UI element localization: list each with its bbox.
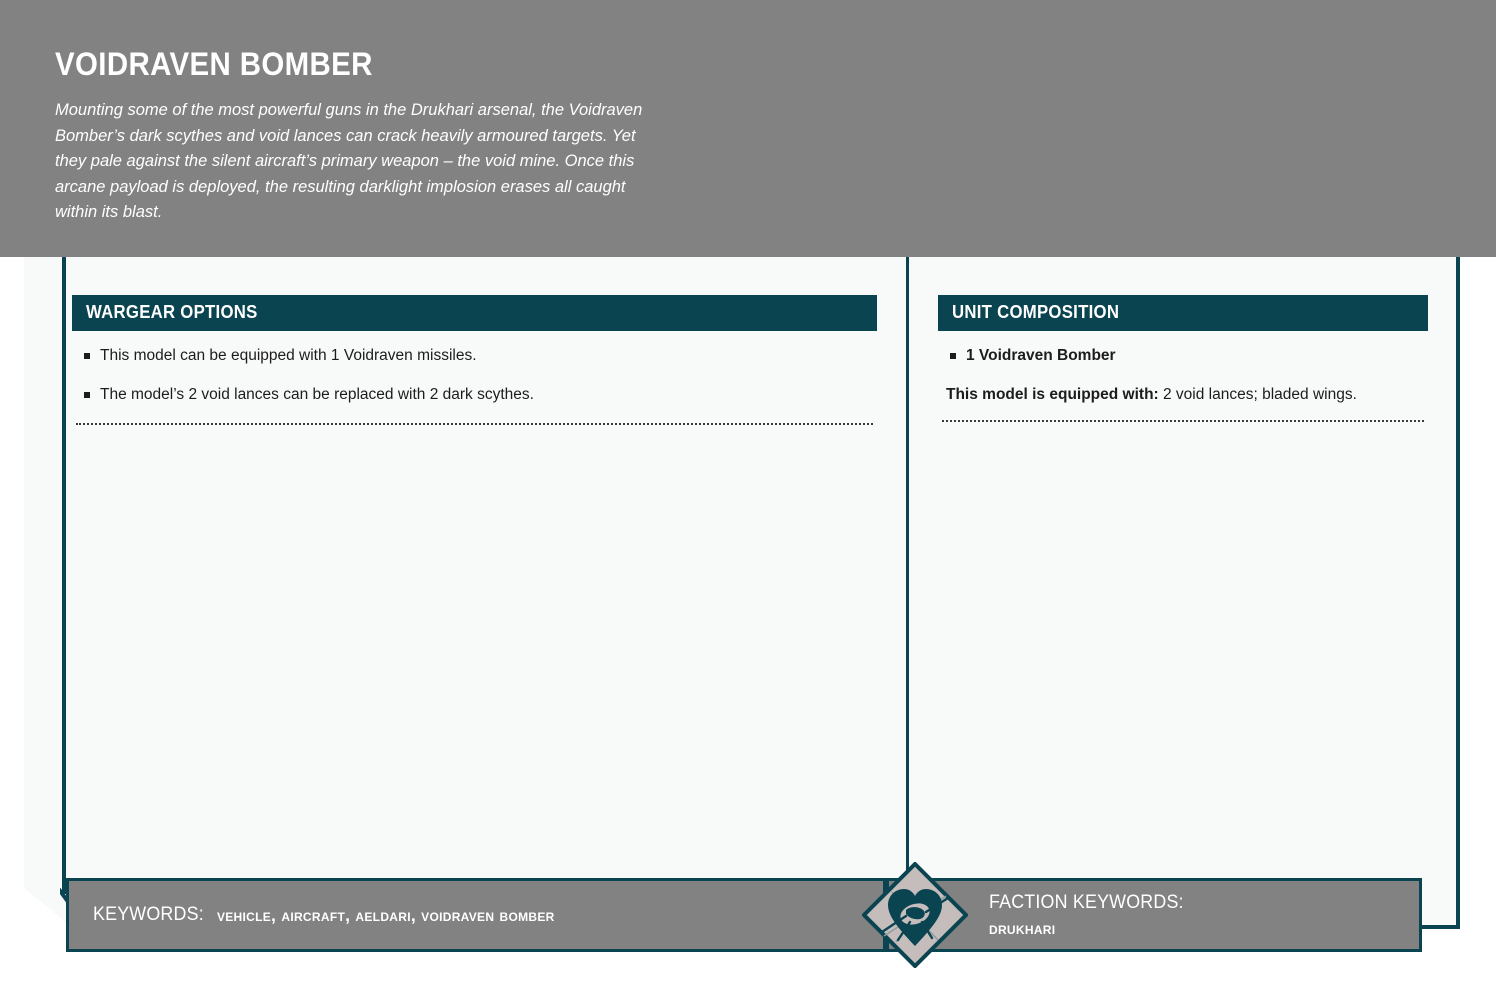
flavour-text: Mounting some of the most powerful guns in the Drukhari arsenal, the Voidraven Bomber’s dark scythes and void lances can crack heavily armoured targets. Yet they pale against the silent aircraft’s primary weapon – the void mine. Once this arcane payload is deployed, the resulting darklight implosion erases all caught within its blast. — [55, 101, 643, 221]
wargear-options-heading: WARGEAR OPTIONS — [72, 295, 877, 331]
frame-left-edge — [62, 257, 66, 894]
wargear-options-section — [72, 295, 877, 425]
square-bullet-icon — [84, 392, 90, 398]
list-item: This model can be equipped with 1 Voidraven missiles. — [76, 345, 873, 367]
square-bullet-icon — [950, 353, 956, 359]
equipped-with-label: This model is equipped with: — [946, 386, 1159, 403]
drukhari-faction-icon — [862, 862, 968, 968]
unit-composition-section — [938, 295, 1428, 422]
unit-composition-heading: UNIT COMPOSITION — [938, 295, 1428, 331]
keywords-bar — [66, 878, 886, 952]
square-bullet-icon — [84, 353, 90, 359]
frame-right-edge — [1456, 257, 1460, 929]
faction-keywords-label: FACTION KEYWORDS: — [989, 891, 1184, 913]
faction-keywords-stack — [989, 890, 1196, 941]
keywords-value: vehicle, aircraft, aeldari, voidraven bomber — [216, 904, 555, 925]
section-separator — [76, 423, 873, 425]
header-band — [0, 0, 1496, 257]
wargear-options-body — [72, 331, 877, 425]
page-title: VOIDRAVEN BOMBER — [55, 46, 373, 82]
frame-bottom-right-edge — [1418, 925, 1460, 929]
faction-keywords-value: drukhari — [989, 917, 1056, 938]
column-divider — [906, 257, 909, 884]
list-item: The model’s 2 void lances can be replaced with 2 dark scythes. — [76, 384, 873, 406]
unit-composition-body — [938, 331, 1428, 422]
equipped-with-line — [942, 384, 1424, 406]
keywords-label: KEYWORDS: — [93, 904, 204, 925]
equipped-with-value: 2 void lances; bladed wings. — [1158, 386, 1357, 403]
section-separator — [942, 420, 1424, 422]
list-item: 1 Voidraven Bomber — [942, 345, 1424, 367]
